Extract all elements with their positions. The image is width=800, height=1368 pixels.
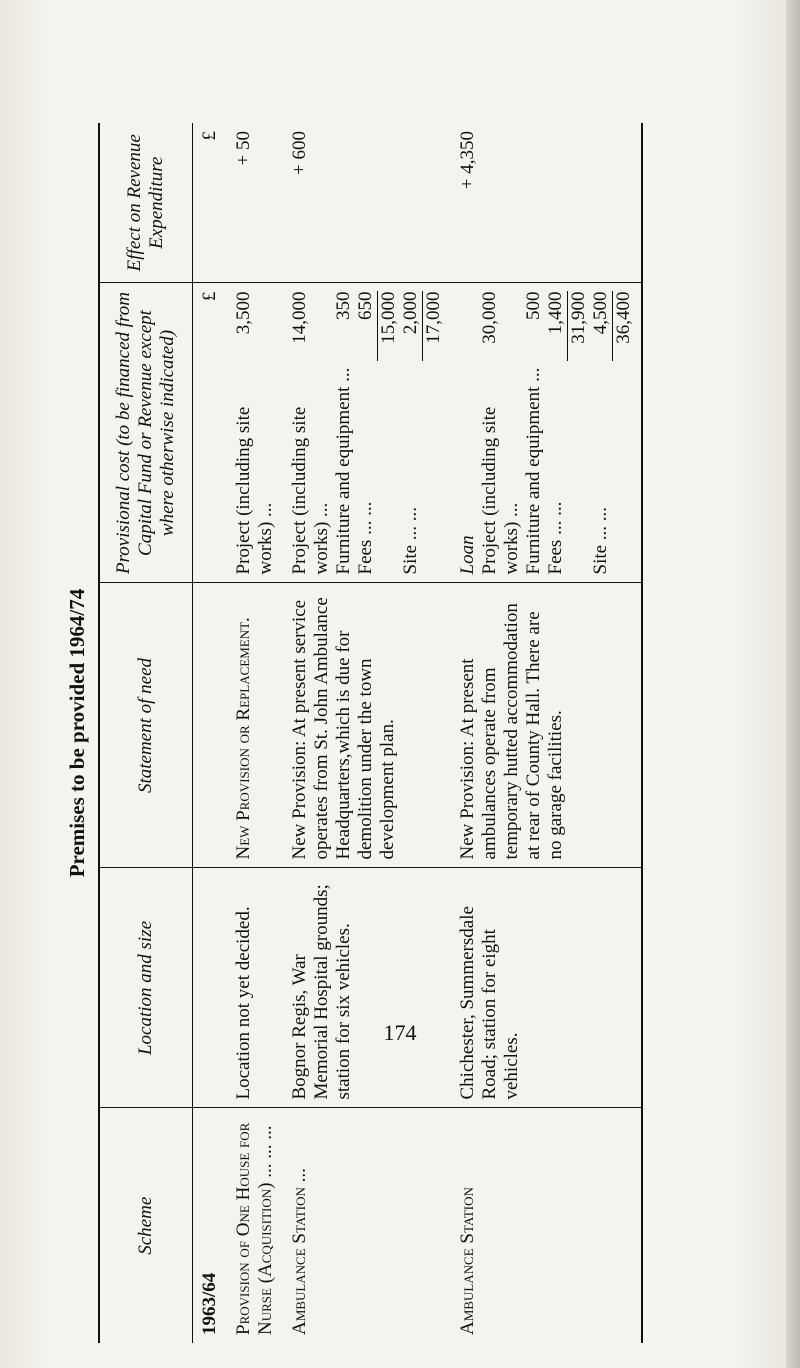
scheme-cell: Ambulance Station bbox=[451, 1108, 642, 1343]
header-effect: Effect on Revenue Expenditure bbox=[99, 123, 193, 283]
page-title: Premises to be provided 1964/74 bbox=[65, 588, 89, 878]
table-row bbox=[451, 123, 642, 1343]
page-edge bbox=[786, 0, 800, 1368]
site-amount: 2,000 bbox=[400, 291, 421, 335]
scheme-cell: Ambulance Station ... bbox=[283, 1108, 451, 1343]
effect-cell: + 4,350 bbox=[457, 131, 478, 190]
header-row bbox=[99, 123, 193, 1343]
cost-amount: 30,000 bbox=[479, 291, 500, 344]
need-cell: New Provision or Replacement. bbox=[227, 583, 283, 868]
location-cell: Location not yet decided. bbox=[227, 868, 283, 1108]
effect-cell: + 50 bbox=[233, 131, 254, 166]
cost-label: Fees ... ... bbox=[355, 501, 376, 575]
site-amount: 4,500 bbox=[590, 291, 611, 335]
header-cost: Provisional cost (to be financed from Capital Fund or Revenue except where otherwise indicated) bbox=[99, 283, 193, 583]
total-amount: 36,400 bbox=[612, 292, 635, 362]
currency-symbol-effect: £ bbox=[199, 131, 220, 141]
year-label: 1963/64 bbox=[193, 1108, 228, 1343]
header-scheme: Scheme bbox=[99, 1108, 193, 1343]
cost-label: Project (including site works) ... bbox=[289, 406, 332, 575]
rotated-table-region bbox=[62, 123, 722, 1343]
need-cell: New Provision: At present ambulances operate from temporary hutted accommodation at rear of County Hall. There are no garage facilities. bbox=[451, 583, 642, 868]
table-row bbox=[283, 123, 451, 1343]
cost-amount: 1,400 bbox=[545, 291, 566, 335]
effect-cell: + 600 bbox=[289, 131, 310, 175]
cost-cell bbox=[283, 283, 451, 583]
subtotal-amount: 15,000 bbox=[377, 292, 400, 362]
cost-label: Furniture and equipment ... bbox=[333, 367, 354, 575]
location-cell: Chichester, Summersdale Road; station for eight vehicles. bbox=[451, 868, 642, 1108]
cost-label: Project (including site works) ... bbox=[479, 406, 522, 575]
cost-amount: 650 bbox=[355, 291, 376, 320]
cost-amount: 3,500 bbox=[233, 291, 254, 335]
cost-label: Furniture and equipment ... bbox=[523, 367, 544, 575]
loan-label: Loan bbox=[457, 535, 478, 575]
cost-amount: 350 bbox=[333, 291, 354, 320]
cost-label: Fees ... ... bbox=[545, 501, 566, 575]
currency-row bbox=[193, 123, 228, 1343]
cost-cell bbox=[451, 283, 642, 583]
site-label: Site ... ... bbox=[400, 506, 421, 575]
subtotal-amount: 31,900 bbox=[567, 292, 590, 362]
cost-amount: 14,000 bbox=[289, 291, 310, 344]
location-cell: Bognor Regis, War Memorial Hospital grounds; station for six vehicles. bbox=[283, 868, 451, 1108]
page-number: 174 bbox=[383, 1020, 417, 1045]
total-amount: 17,000 bbox=[422, 292, 445, 362]
header-location: Location and size bbox=[99, 868, 193, 1108]
cost-label: Project (including site works) ... bbox=[233, 406, 276, 575]
premises-table bbox=[98, 123, 643, 1343]
need-cell: New Provision: At present service operates from St. John Ambulance Headquarters,which is due for demolition under the town development plan. bbox=[283, 583, 451, 868]
cost-amount: 500 bbox=[523, 291, 544, 320]
cost-cell bbox=[227, 283, 283, 583]
site-label: Site ... ... bbox=[590, 506, 611, 575]
scheme-cell: Provision of One House for Nurse (Acquisition) ... ... ... bbox=[227, 1108, 283, 1343]
table-row bbox=[227, 123, 283, 1343]
currency-symbol-cost: £ bbox=[199, 291, 220, 301]
header-need: Statement of need bbox=[99, 583, 193, 868]
